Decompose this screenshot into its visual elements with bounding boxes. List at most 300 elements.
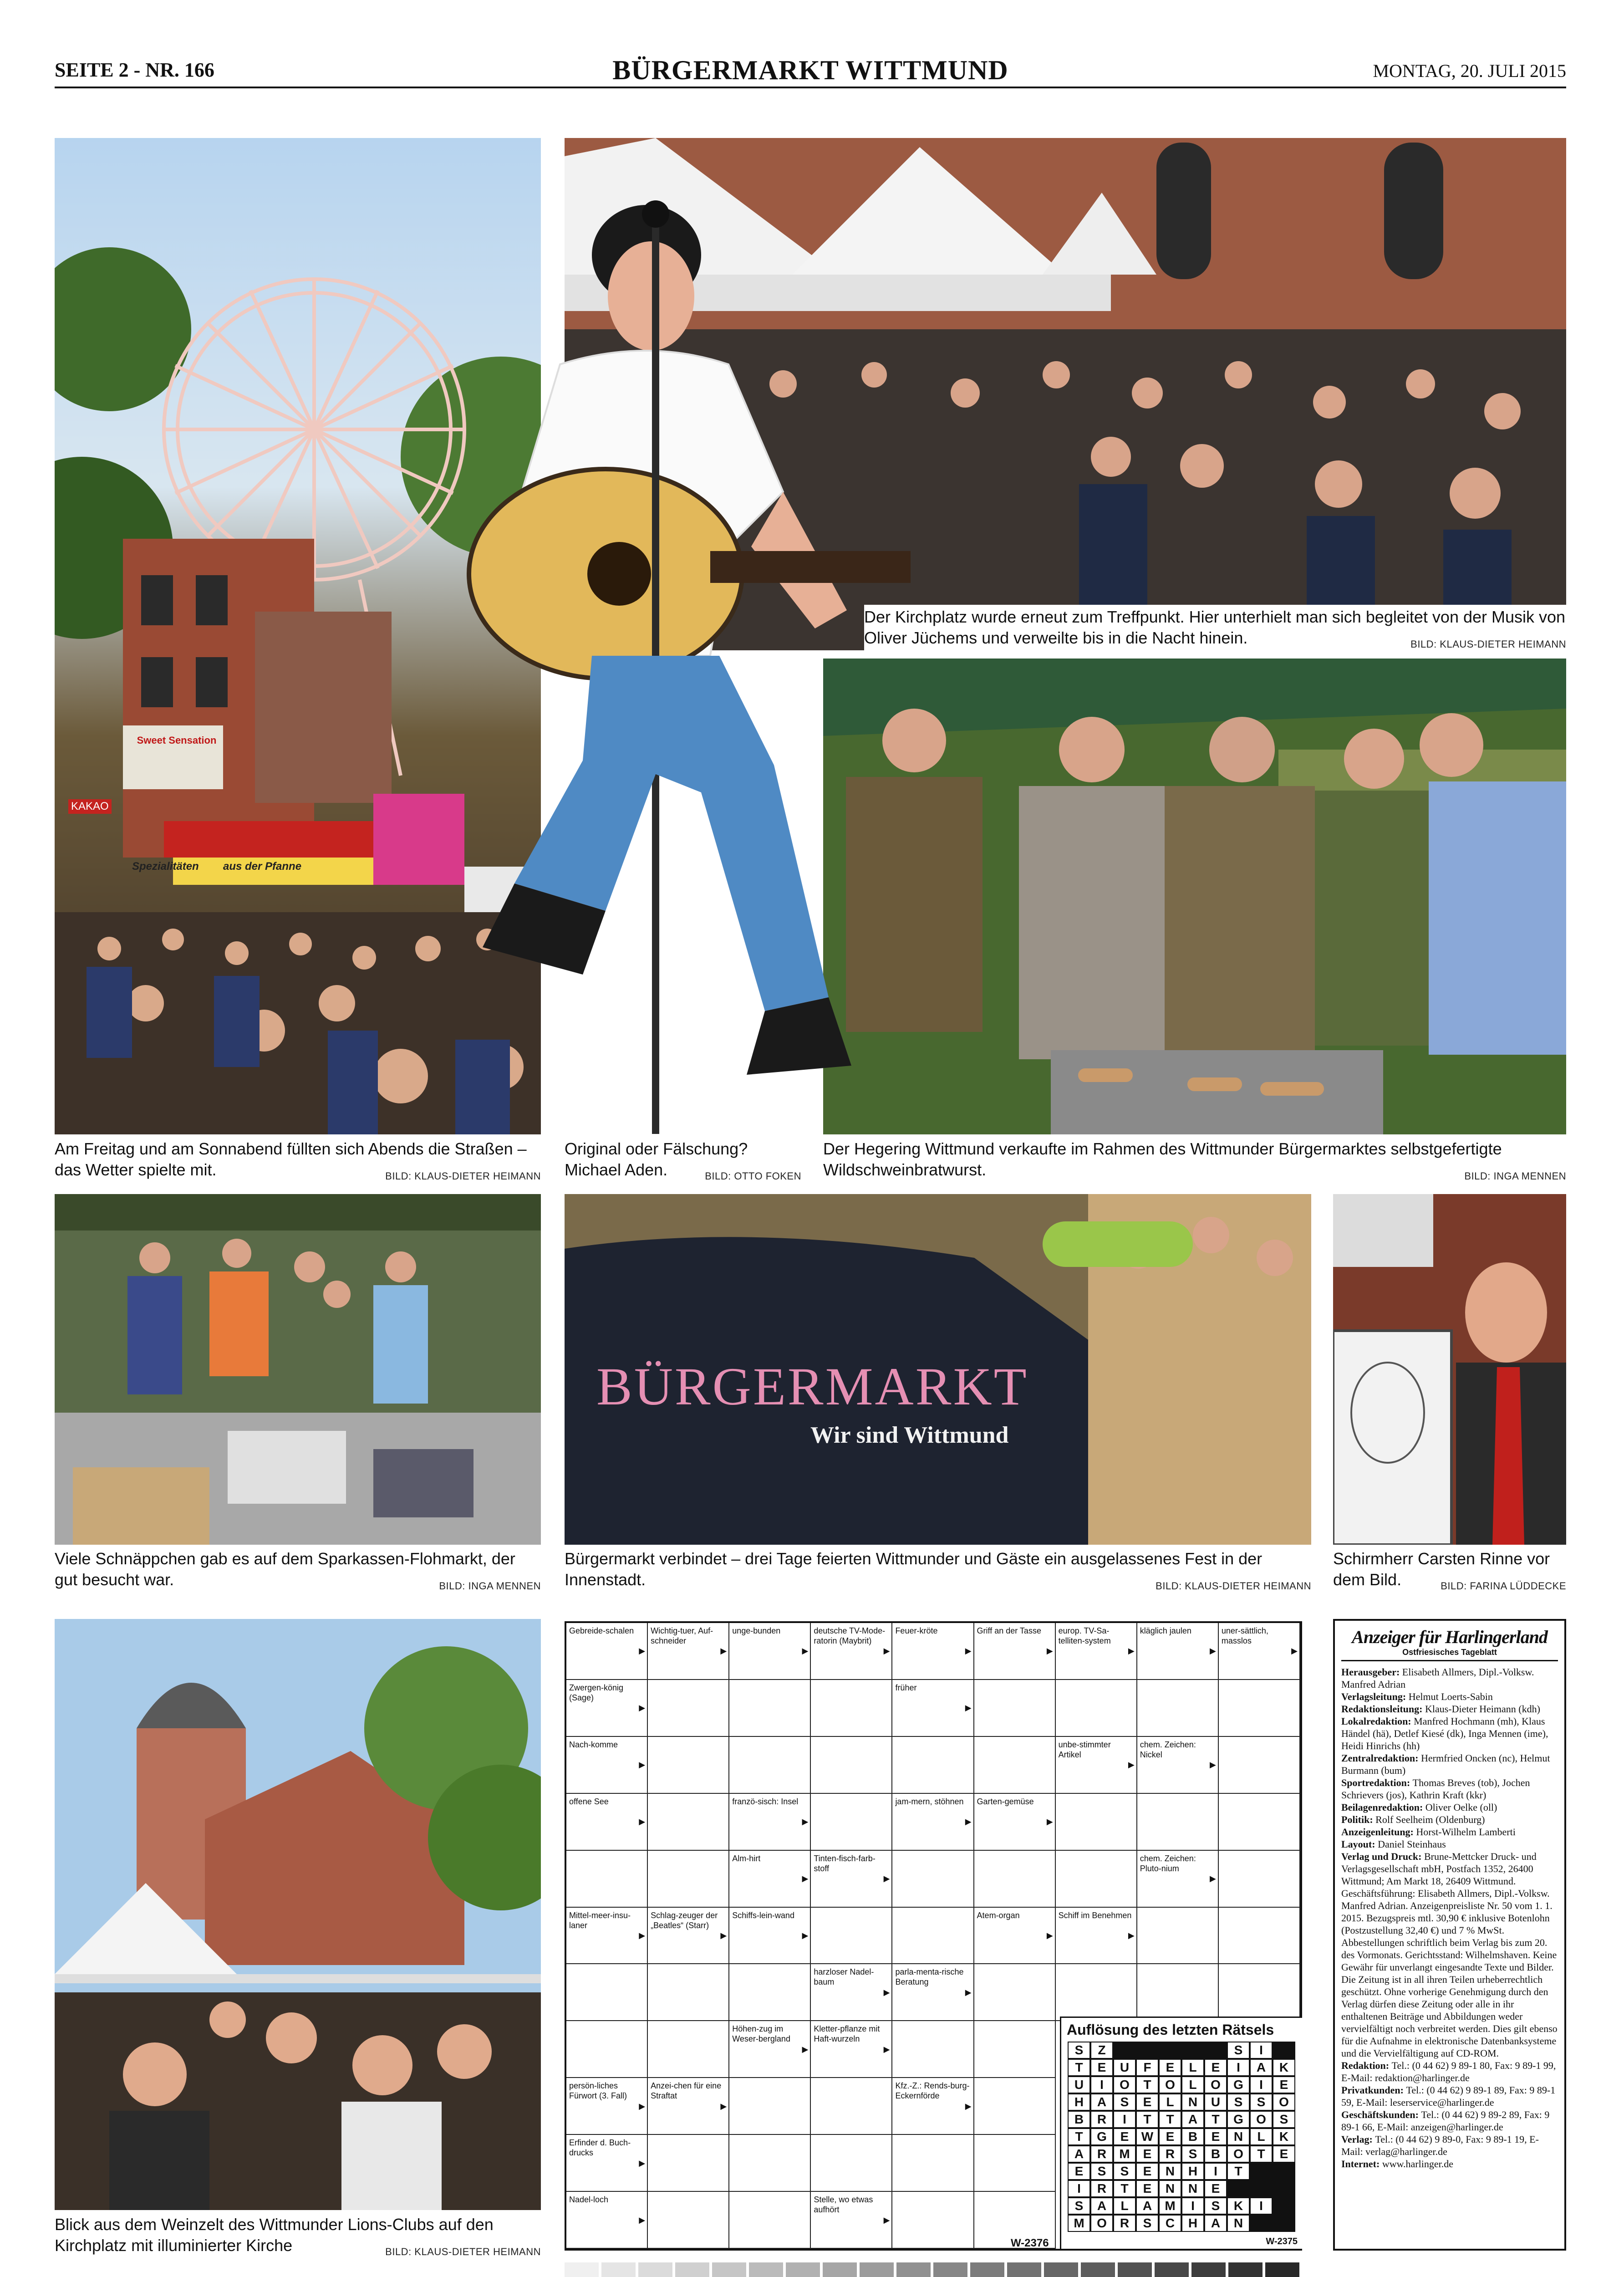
- imprint-line: [1341, 2059, 1558, 2084]
- crossword-answer-cell[interactable]: [974, 1680, 1056, 1737]
- arrow-icon: ▶: [883, 1987, 890, 1997]
- crossword-clue-text: Erfinder d. Buch-drucks: [569, 2138, 631, 2158]
- imprint-line: [1341, 1813, 1558, 1826]
- solution-cell: H: [1181, 2163, 1204, 2180]
- solution-cell: A: [1181, 2111, 1204, 2128]
- crossword-answer-cell[interactable]: [1056, 1680, 1137, 1737]
- solution-cell: A: [1090, 2197, 1113, 2215]
- solution-cell: [1273, 2215, 1295, 2232]
- solution-cell: U: [1204, 2093, 1227, 2111]
- crossword-answer-cell[interactable]: [566, 1964, 648, 2021]
- solution-cell: O: [1204, 2076, 1227, 2093]
- stall-sign-kakao: KAKAO: [68, 799, 112, 814]
- crossword-clue-text: jam-mern, stöhnen: [895, 1797, 964, 1806]
- solution-cell: I: [1250, 2197, 1273, 2215]
- solution-cell: E: [1204, 2059, 1227, 2076]
- photo-rinne: [1333, 1194, 1566, 1545]
- crossword-clue-text: chem. Zeichen: Nickel: [1140, 1740, 1196, 1759]
- credit-weinzelt: BILD: KLAUS-DIETER HEIMANN: [385, 2246, 541, 2257]
- solution-cell: A: [1136, 2197, 1159, 2215]
- crossword-answer-cell[interactable]: [974, 2021, 1056, 2078]
- crossword-answer-cell[interactable]: [974, 2135, 1056, 2192]
- imprint-label: Anzeigenleitung:: [1341, 1826, 1416, 1838]
- crossword-answer-cell[interactable]: [729, 1964, 811, 2021]
- solution-cell: T: [1136, 2111, 1159, 2128]
- arrow-icon: ▶: [802, 2044, 809, 2054]
- arrow-icon: ▶: [639, 2158, 646, 2168]
- crossword-clue-text: persön-liches Fürwort (3. Fall): [569, 2081, 627, 2101]
- imprint-label: Redaktion:: [1341, 2060, 1392, 2071]
- greyscale-swatch: [565, 2262, 599, 2277]
- imprint-label: Lokalredaktion:: [1341, 1715, 1414, 1727]
- imprint-line: [1341, 1715, 1558, 1752]
- crossword-answer-cell[interactable]: [892, 1851, 974, 1908]
- crossword-clue-cell: [892, 1680, 974, 1737]
- solution-grid: [1068, 2042, 1300, 2237]
- arrow-icon: ▶: [639, 1703, 646, 1713]
- arrow-icon: ▶: [639, 1760, 646, 1770]
- arrow-icon: ▶: [1210, 1760, 1216, 1770]
- solution-cell: U: [1113, 2059, 1136, 2076]
- crossword-clue-cell: [974, 1794, 1056, 1851]
- imprint-label: Zentralredaktion:: [1341, 1752, 1421, 1764]
- crossword-clue-cell: [566, 2192, 648, 2249]
- section-title: BÜRGERMARKT WITTMUND: [612, 55, 1008, 85]
- solution-cell: E: [1159, 2059, 1181, 2076]
- solution-cell: O: [1227, 2145, 1250, 2163]
- imprint-label: Privatkunden:: [1341, 2084, 1406, 2096]
- crossword-clue-text: Zwergen-könig (Sage): [569, 1683, 624, 1702]
- arrow-icon: ▶: [1210, 1874, 1216, 1884]
- credit-kirchplatz: BILD: KLAUS-DIETER HEIMANN: [1410, 638, 1566, 650]
- crossword-answer-cell[interactable]: [1219, 1851, 1300, 1908]
- imprint-value: Tel.: (0 44 62) 9 89-1 89, Fax: 9 89-1 59, E-Mail: leserservice@harlinger.de: [1341, 2084, 1556, 2108]
- crossword-answer-cell[interactable]: [1137, 1908, 1219, 1965]
- crossword-answer-cell[interactable]: [1056, 1851, 1137, 1908]
- solution-cell: [1250, 2163, 1273, 2180]
- arrow-icon: ▶: [965, 1817, 972, 1827]
- solution-cell: I: [1204, 2163, 1227, 2180]
- crossword-answer-cell[interactable]: [974, 2078, 1056, 2135]
- masthead-logo: [1341, 1626, 1558, 1661]
- greyscale-swatch: [1155, 2262, 1189, 2277]
- solution-cell: L: [1250, 2128, 1273, 2145]
- solution-cell: I: [1068, 2180, 1090, 2197]
- crossword-clue-cell: [892, 1964, 974, 2021]
- crossword-answer-cell[interactable]: [1219, 1794, 1300, 1851]
- greyscale-swatch: [1007, 2262, 1041, 2277]
- crossword-answer-cell[interactable]: [648, 1737, 729, 1794]
- imprint-label: Internet:: [1341, 2158, 1382, 2170]
- greyscale-swatch: [638, 2262, 672, 2277]
- crossword-answer-cell[interactable]: [1219, 1737, 1300, 1794]
- arrow-icon: ▶: [639, 1930, 646, 1940]
- solution-cell: [1250, 2180, 1273, 2197]
- solution-cell: T: [1250, 2145, 1273, 2163]
- crossword-answer-cell[interactable]: [648, 1964, 729, 2021]
- solution-cell: I: [1250, 2042, 1273, 2059]
- crossword-answer-cell[interactable]: [648, 1680, 729, 1737]
- arrow-icon: ▶: [965, 2101, 972, 2111]
- solution-cell: I: [1181, 2197, 1204, 2215]
- solution-cell: [1250, 2215, 1273, 2232]
- page-header: [55, 54, 1566, 90]
- arrow-icon: ▶: [883, 2044, 890, 2054]
- crossword-answer-cell[interactable]: [892, 2135, 974, 2192]
- imprint-label: Layout:: [1341, 1838, 1378, 1850]
- solution-cell: S: [1113, 2093, 1136, 2111]
- greyscale-swatch: [823, 2262, 857, 2277]
- solution-cell: S: [1227, 2093, 1250, 2111]
- greyscale-swatch: [1118, 2262, 1152, 2277]
- crossword-clue-text: Höhen-zug im Weser-bergland: [732, 2024, 790, 2044]
- crossword-clue-cell: [811, 1623, 892, 1680]
- arrow-icon: ▶: [639, 2101, 646, 2111]
- solution-cell: I: [1113, 2111, 1136, 2128]
- caption-flohmarkt-text: Viele Schnäppchen gab es auf dem Sparkassen-Flohmarkt, der gut besucht war.: [55, 1549, 515, 1589]
- solution-cell: [1273, 2197, 1295, 2215]
- crossword-clue-cell: [974, 1908, 1056, 1965]
- crossword-answer-cell[interactable]: [1219, 1964, 1300, 2021]
- solution-cell: O: [1273, 2093, 1295, 2111]
- solution-cell: [1273, 2180, 1295, 2197]
- solution-cell: S: [1068, 2197, 1090, 2215]
- solution-cell: T: [1204, 2111, 1227, 2128]
- crossword-clue-text: offene See: [569, 1797, 609, 1806]
- arrow-icon: ▶: [883, 1874, 890, 1884]
- imprint-line: [1341, 1838, 1558, 1850]
- crossword-clue-cell: [729, 1794, 811, 1851]
- crossword-answer-cell[interactable]: [648, 1851, 729, 1908]
- greyscale-calibration-bar: [565, 2262, 1302, 2277]
- crossword-answer-cell[interactable]: [892, 1737, 974, 1794]
- crossword-clue-text: Gebreide-schalen: [569, 1626, 634, 1635]
- solution-cell: M: [1068, 2215, 1090, 2232]
- crossword-answer-cell[interactable]: [811, 2135, 892, 2192]
- crossword-clue-text: Anzei-chen für eine Straftat: [651, 2081, 722, 2101]
- solution-cell: C: [1159, 2215, 1181, 2232]
- imprint-value: Tel.: (0 44 62) 9 89-1 80, Fax: 9 89-1 99, E-Mail: redaktion@harlinger.de: [1341, 2060, 1556, 2083]
- solution-cell: O: [1090, 2215, 1113, 2232]
- solution-cell: I: [1090, 2076, 1113, 2093]
- imprint-value: Manfred Hochmann (mh), Klaus Händel (hä), Detlef Kiesé (dk), Inga Mennen (ime), Heidi Hinrichs (hh): [1341, 1715, 1548, 1751]
- crossword-number: W-2376: [1011, 2237, 1049, 2249]
- crossword-clue-text: uner-sättlich, masslos: [1221, 1626, 1268, 1645]
- solution-cell: S: [1227, 2042, 1250, 2059]
- crossword-clue-cell: [729, 2021, 811, 2078]
- solution-cell: O: [1159, 2076, 1181, 2093]
- solution-cell: L: [1159, 2093, 1181, 2111]
- greyscale-swatch: [712, 2262, 746, 2277]
- arrow-icon: ▶: [720, 1930, 727, 1940]
- solution-cell: N: [1181, 2180, 1204, 2197]
- crossword-clue-text: kläglich jaulen: [1140, 1626, 1191, 1635]
- arrow-icon: ▶: [720, 1646, 727, 1656]
- crossword-clue-cell: [1137, 1623, 1219, 1680]
- solution-cell: M: [1159, 2197, 1181, 2215]
- solution-cell: A: [1068, 2145, 1090, 2163]
- imprint-text: [1341, 1666, 1558, 2170]
- crossword-clue-cell: [811, 1851, 892, 1908]
- arrow-icon: ▶: [1128, 1930, 1135, 1940]
- crossword-clue-cell: [566, 2135, 648, 2192]
- imprint-value: Rolf Seelheim (Oldenburg): [1375, 1814, 1485, 1825]
- solution-cell: N: [1159, 2180, 1181, 2197]
- solution-cell: T: [1159, 2111, 1181, 2128]
- imprint-label: Verlagsleitung:: [1341, 1691, 1409, 1702]
- solution-cell: A: [1090, 2093, 1113, 2111]
- crossword-clue-cell: [566, 1680, 648, 1737]
- crossword-clue-text: Wichtig-tuer, Auf-schneider: [651, 1626, 713, 1645]
- crossword-clue-cell: [811, 1964, 892, 2021]
- imprint-value: Horst-Wilhelm Lamberti: [1416, 1826, 1516, 1838]
- crossword-clue-text: Griff an der Tasse: [977, 1626, 1041, 1635]
- solution-cell: E: [1090, 2059, 1113, 2076]
- greyscale-swatch: [1265, 2262, 1299, 2277]
- solution-cell: K: [1273, 2059, 1295, 2076]
- imprint-label: Redaktionsleitung:: [1341, 1703, 1425, 1715]
- crossword-clue-text: europ. TV-Sa-telliten-system: [1058, 1626, 1111, 1645]
- crossword-answer-cell[interactable]: [974, 1851, 1056, 1908]
- crossword-clue-text: Atem-organ: [977, 1910, 1020, 1920]
- solution-cell: G: [1227, 2111, 1250, 2128]
- imprint-value: Brune-Mettcker Druck- und Verlagsgesellschaft mbH, Postfach 1352, 26400 Wittmund; Am Markt 18, 26409 Wittmund. Geschäftsführung: Elisabeth Allmers, Dipl.-Volksw. Manfred Adrian. Anzeigenpreisliste Nr. 50 vom 1. 1. 2015. Bezugspreis mtl. 30,90 € inklusive Botenlohn (Postzustellung 32,40 €) und 7 % MwSt. Abbestellungen schriftlich beim Verlag bis zum 20. des Vormonats. Gerichtsstand: Wilhelmshaven. Keine Gewähr für unverlangt eingesandte Texte und Bilder. Die Zeitung ist in all ihren Teilen urheberrechtlich geschützt. Ohne vorherige Genehmigung durch den Verlag dürfen diese Zeitung oder alle in ihr enthaltenen Beiträge und Abbildungen weder vervielfältigt noch verbreitet werden. Dies gilt ebenso für die Aufnahme in elektronische Datenbanksysteme und die Vervielfältigung auf CD-ROM.: [1341, 1851, 1558, 2059]
- masthead-title: Anzeiger für Harlingerland: [1352, 1627, 1548, 1647]
- solution-cell: [1181, 2042, 1204, 2059]
- caption-flohmarkt: [55, 1548, 541, 1597]
- solution-cell: E: [1204, 2180, 1227, 2197]
- crossword-answer-cell[interactable]: [974, 1964, 1056, 2021]
- crossword-clue-text: deutsche TV-Mode-ratorin (Maybrit): [814, 1626, 886, 1645]
- crossword-answer-cell[interactable]: [811, 1737, 892, 1794]
- crossword-answer-cell[interactable]: [729, 2135, 811, 2192]
- imprint-line: [1341, 1826, 1558, 1838]
- solution-cell: W: [1136, 2128, 1159, 2145]
- crossword-answer-cell[interactable]: [1219, 1908, 1300, 1965]
- crossword-clue-cell: [648, 2078, 729, 2135]
- crossword-answer-cell[interactable]: [811, 1794, 892, 1851]
- crossword-answer-cell[interactable]: [1137, 1794, 1219, 1851]
- crossword-answer-cell[interactable]: [811, 1908, 892, 1965]
- photo-hegering: [823, 659, 1566, 1134]
- caption-ferris-text: Am Freitag und am Sonnabend füllten sich Abends die Straßen – das Wetter spielte mit.: [55, 1139, 527, 1179]
- crossword-clue-text: chem. Zeichen: Pluto-nium: [1140, 1853, 1196, 1873]
- crossword-answer-cell[interactable]: [566, 2021, 648, 2078]
- header-rule: [55, 87, 1566, 88]
- crossword-answer-cell[interactable]: [566, 1851, 648, 1908]
- arrow-icon: ▶: [802, 1874, 809, 1884]
- crossword-answer-cell[interactable]: [729, 1737, 811, 1794]
- crossword-clue-cell: [566, 1794, 648, 1851]
- solution-cell: O: [1113, 2076, 1136, 2093]
- solution-cell: B: [1181, 2128, 1204, 2145]
- photo-flohmarkt: [55, 1194, 541, 1545]
- credit-flohmarkt: BILD: INGA MENNEN: [439, 1580, 541, 1592]
- solution-cell: [1273, 2042, 1295, 2059]
- arrow-icon: ▶: [1128, 1646, 1135, 1656]
- imprint-line: [1341, 1752, 1558, 1777]
- imprint-value: Thomas Breves (tob), Jochen Schrievers (jos), Kathrin Kraft (kkr): [1341, 1777, 1530, 1801]
- crossword-clue-text: Schiffs-lein-wand: [732, 1910, 794, 1920]
- imprint-label: Politik:: [1341, 1814, 1376, 1825]
- crossword-answer-cell[interactable]: [648, 2021, 729, 2078]
- solution-cell: E: [1136, 2145, 1159, 2163]
- crossword-clue-text: harzloser Nadel-baum: [814, 1967, 874, 1987]
- flohmarkt-scene: [55, 1194, 541, 1545]
- solution-cell: E: [1136, 2163, 1159, 2180]
- page-number: SEITE 2 - NR. 166: [55, 59, 214, 81]
- crossword-clue-cell: [1056, 1737, 1137, 1794]
- solution-cell: L: [1181, 2059, 1204, 2076]
- solution-cell: T: [1068, 2128, 1090, 2145]
- crossword-clue-cell: [1056, 1623, 1137, 1680]
- solution-cell: E: [1273, 2076, 1295, 2093]
- crossword-clue-cell: [1137, 1851, 1219, 1908]
- crossword-clue-text: früher: [895, 1683, 917, 1692]
- solution-cell: N: [1227, 2215, 1250, 2232]
- crossword-answer-cell[interactable]: [892, 2192, 974, 2249]
- crossword-answer-cell[interactable]: [729, 2078, 811, 2135]
- imprint-label: Herausgeber:: [1341, 1666, 1402, 1678]
- imprint-value: Oliver Oelke (oll): [1425, 1802, 1497, 1813]
- solution-cell: K: [1273, 2128, 1295, 2145]
- solution-cell: L: [1181, 2076, 1204, 2093]
- crossword-clue-cell: [729, 1623, 811, 1680]
- crossword-answer-cell[interactable]: [729, 2192, 811, 2249]
- solution-cell: I: [1250, 2076, 1273, 2093]
- crossword-clue-text: Schiff im Benehmen: [1058, 1910, 1132, 1920]
- crossword-clue-cell: [566, 1737, 648, 1794]
- crossword-clue-text: Mittel-meer-insu-laner: [569, 1910, 631, 1930]
- solution-cell: E: [1136, 2180, 1159, 2197]
- imprint-line: [1341, 1850, 1558, 2059]
- imprint-line: [1341, 1777, 1558, 1801]
- greyscale-swatch: [1044, 2262, 1078, 2277]
- greyscale-swatch: [675, 2262, 709, 2277]
- solution-cell: B: [1068, 2111, 1090, 2128]
- solution-cell: U: [1068, 2076, 1090, 2093]
- crossword-clue-text: Garten-gemüse: [977, 1797, 1034, 1806]
- solution-cell: S: [1068, 2042, 1090, 2059]
- crossword-answer-cell[interactable]: [892, 2021, 974, 2078]
- credit-singer: BILD: OTTO FOKEN: [705, 1170, 801, 1182]
- crossword-answer-cell[interactable]: [1056, 1964, 1137, 2021]
- crossword-answer-cell[interactable]: [1219, 1680, 1300, 1737]
- greyscale-swatch: [1191, 2262, 1226, 2277]
- arrow-icon: ▶: [1128, 1760, 1135, 1770]
- arrow-icon: ▶: [639, 1817, 646, 1827]
- photo-weinzelt: [55, 1619, 541, 2210]
- arrow-icon: ▶: [965, 1703, 972, 1713]
- credit-shirt: BILD: KLAUS-DIETER HEIMANN: [1156, 1580, 1311, 1592]
- solution-cell: [1113, 2042, 1136, 2059]
- solution-cell: S: [1250, 2093, 1273, 2111]
- crossword-clue-cell: [729, 1851, 811, 1908]
- crossword-answer-cell[interactable]: [1137, 1964, 1219, 2021]
- singer-cutout: [455, 200, 911, 1134]
- crossword-clue-text: unbe-stimmter Artikel: [1058, 1740, 1111, 1759]
- shirt-print-slogan: Wir sind Wittmund: [810, 1422, 1009, 1448]
- imprint-line: [1341, 2109, 1558, 2133]
- imprint-line: [1341, 1801, 1558, 1813]
- solution-cell: R: [1090, 2145, 1113, 2163]
- masthead-subtitle: Ostfriesisches Tageblatt: [1402, 1648, 1497, 1657]
- solution-cell: S: [1181, 2145, 1204, 2163]
- solution-cell: E: [1159, 2128, 1181, 2145]
- imprint-value: Daniel Steinhaus: [1378, 1838, 1446, 1850]
- solution-cell: N: [1181, 2093, 1204, 2111]
- solution-cell: E: [1068, 2163, 1090, 2180]
- arrow-icon: ▶: [965, 1646, 972, 1656]
- hegering-scene: [823, 659, 1566, 1134]
- greyscale-swatch: [970, 2262, 1004, 2277]
- crossword-clue-text: unge-bunden: [732, 1626, 781, 1635]
- solution-cell: G: [1090, 2128, 1113, 2145]
- solution-cell: A: [1250, 2059, 1273, 2076]
- crossword-answer-cell[interactable]: [648, 1794, 729, 1851]
- photo-shirt: [565, 1194, 1311, 1545]
- solution-cell: N: [1227, 2128, 1250, 2145]
- crossword-answer-cell[interactable]: [811, 2078, 892, 2135]
- solution-cell: Z: [1090, 2042, 1113, 2059]
- greyscale-swatch: [1228, 2262, 1263, 2277]
- solution-number: W-2375: [1266, 2236, 1298, 2246]
- crossword-answer-cell[interactable]: [1056, 1794, 1137, 1851]
- crossword-answer-cell[interactable]: [648, 2192, 729, 2249]
- arrow-icon: ▶: [802, 1930, 809, 1940]
- crossword-clue-cell: [566, 2078, 648, 2135]
- greyscale-swatch: [749, 2262, 783, 2277]
- solution-cell: E: [1136, 2093, 1159, 2111]
- crossword-clue-text: Nadel-loch: [569, 2195, 609, 2205]
- rinne-scene: [1333, 1194, 1566, 1545]
- crossword-clue-cell: [892, 1623, 974, 1680]
- crossword-clue-text: Alm-hirt: [732, 1853, 761, 1863]
- solution-cell: [1159, 2042, 1181, 2059]
- solution-cell: S: [1090, 2163, 1113, 2180]
- caption-kirchplatz-text: Der Kirchplatz wurde erneut zum Treffpunkt. Hier unterhielt man sich begleitet von der Musik von Oliver Jüchems und verweilte bis in die Nacht hinein.: [864, 608, 1566, 647]
- imprint-value: Hermfried Oncken (nc), Helmut Burmann (bum): [1341, 1752, 1550, 1776]
- crossword-answer-cell[interactable]: [648, 2135, 729, 2192]
- arrow-icon: ▶: [883, 1646, 890, 1656]
- imprint-value: Tel.: (0 44 62) 9 89-2 89, Fax: 9 89-1 66, E-Mail: anzeigen@harlinger.de: [1341, 2109, 1550, 2133]
- arrow-icon: ▶: [1046, 1930, 1053, 1940]
- arrow-icon: ▶: [883, 2215, 890, 2225]
- crossword-answer-cell[interactable]: [1137, 1680, 1219, 1737]
- imprint-label: Verlag und Druck:: [1341, 1851, 1424, 1862]
- solution-cell: [1204, 2042, 1227, 2059]
- crossword-answer-cell[interactable]: [729, 1680, 811, 1737]
- imprint-label: Verlag:: [1341, 2134, 1375, 2145]
- arrow-icon: ▶: [802, 1646, 809, 1656]
- crossword-answer-cell[interactable]: [811, 1680, 892, 1737]
- imprint-label: Sportredaktion:: [1341, 1777, 1413, 1788]
- solution-cell: [1227, 2180, 1250, 2197]
- crossword-clue-cell: [892, 2078, 974, 2135]
- arrow-icon: ▶: [639, 2215, 646, 2225]
- solution-cell: [1136, 2042, 1159, 2059]
- stall-sign-pfanne: aus der Pfanne: [223, 860, 302, 873]
- caption-singer: [565, 1138, 801, 1187]
- solution-cell: R: [1090, 2111, 1113, 2128]
- solution-cell: S: [1113, 2163, 1136, 2180]
- credit-hegering: BILD: INGA MENNEN: [1464, 1170, 1566, 1182]
- imprint-value: www.harlinger.de: [1382, 2158, 1454, 2170]
- crossword-answer-cell[interactable]: [892, 1908, 974, 1965]
- solution-cell: T: [1113, 2180, 1136, 2197]
- solution-cell: O: [1250, 2111, 1273, 2128]
- crossword-answer-cell[interactable]: [974, 1737, 1056, 1794]
